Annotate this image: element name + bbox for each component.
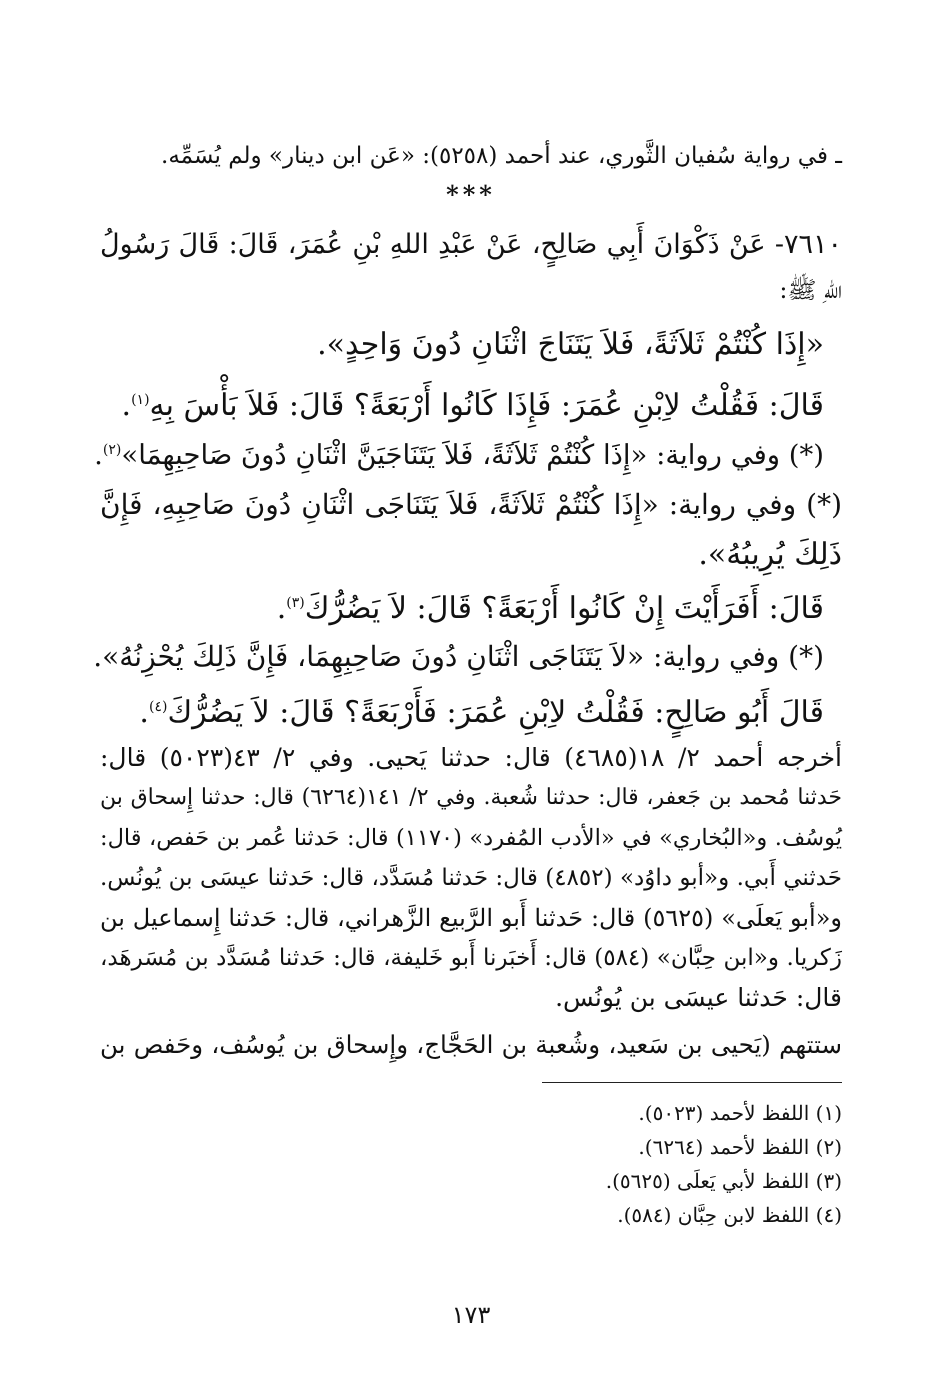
takhrij-line-3: يُوسُف. و«البُخاري» في «الأدب المُفرد» (١١٧٠) قال: حَدثنا عُمر بن حَفص، قال: [100, 825, 842, 851]
takhrij-line-8: ستتهم (يَحيى بن سَعيد، وشُعبة بن الحَجَّاج، وإِسحاق بن يُوسُف، وحَفص بن [100, 1030, 842, 1059]
hadith-line-5-text: (*) وفي رواية: «إِذَا كُنْتُمْ ثَلاَثَةً، فَلاَ يَتَنَاجَيَنَّ اثْنَانِ دُونَ صَاحِبِهِمَا» [121, 439, 824, 472]
page-number: ١٧٣ [451, 1301, 491, 1329]
footnote-divider [542, 1082, 842, 1083]
footnote-1: (١) اللفظ لأحمد (٥٠٢٣). [638, 1101, 842, 1125]
hadith-line-2: اللهِ ﷺ: [779, 276, 842, 304]
footnote-mark-3: (٣) [286, 595, 305, 611]
hadith-line-10-text: قَالَ أَبُو صَالِحٍ: فَقُلْتُ لاِبْنِ عُمَرَ: فَأَرْبَعَةً؟ قَالَ: لاَ يَضُرُّكَ [167, 695, 824, 730]
footnote-2: (٢) اللفظ لأحمد (٦٢٦٤). [638, 1135, 842, 1159]
hadith-line-4: قَالَ: فَقُلْتُ لاِبْنِ عُمَرَ: فَإِذَا كَانُوا أَرْبَعَةً؟ قَالَ: فَلاَ بَأْسَ بِهِ$^{(١)}$. [121, 388, 824, 423]
intro-note: ـ في رواية سُفيان الثَّوري، عند أحمد (٥٢٥٨): «عَن ابن دينار» ولم يُسَمِّه. [161, 143, 842, 169]
hadith-line-5: (*) وفي رواية: «إِذَا كُنْتُمْ ثَلاَثَةً، فَلاَ يَتَنَاجَيَنَّ اثْنَانِ دُونَ صَاحِبِهِمَا»$^{(٢)}$. [94, 439, 824, 472]
hadith-line-6: (*) وفي رواية: «إِذَا كُنْتُمْ ثَلاَثَةً، فَلاَ يَتَنَاجَى اثْنَانِ دُونَ صَاحِبِهِ، فَإِنَّ [100, 488, 842, 521]
takhrij-line-4: حَدثني أَبي. و«أبو داوُد» (٤٨٥٢) قال: حَدثنا مُسَدَّد، قال: حَدثنا عيسَى بن يُونُس. [100, 865, 843, 891]
footnote-mark-2: (٢) [102, 442, 122, 458]
footnote-4: (٤) اللفظ لابن حِبَّان (٥٨٤). [617, 1203, 842, 1227]
hadith-line-8: قَالَ: أَفَرَأَيْتَ إِنْ كَانُوا أَرْبَعَةً؟ قَالَ: لاَ يَضُرُّكَ$^{(٣)}$. [276, 591, 824, 626]
hadith-line-7: ذَلِكَ يُرِيبُهُ». [698, 537, 842, 572]
footnote-mark-4: (٤) [148, 699, 168, 715]
hadith-line-3: «إِذَا كُنْتُمْ ثَلاَثَةً، فَلاَ يَتَنَاجَ اثْنَانِ دُونَ وَاحِدٍ». [317, 327, 824, 362]
takhrij-line-6: زَكريا. و«ابن حِبَّان» (٥٨٤) قال: أَخبَرنا أَبو خَليفة، قال: حَدثنا مُسَدَّد بن مُسَرهَد، [100, 945, 842, 971]
hadith-line-1: ٧٦١٠- عَنْ ذَكْوَانَ أَبِي صَالِحٍ، عَنْ عَبْدِ اللهِ بْنِ عُمَرَ، قَالَ: قَالَ رَسُولُ [100, 229, 842, 260]
takhrij-line-2: حَدثنا مُحمد بن جَعفر، قال: حدثنا شُعبة. وفي ٢/ ١٤١(٦٢٦٤) قال: حدثنا إِسحاق بن [100, 785, 842, 810]
takhrij-line-5: و«أبو يَعلَى» (٥٦٢٥) قال: حَدثنا أَبو الرَّبيع الزَّهراني، قال: حَدثنا إِسماعيل بن [100, 904, 842, 932]
takhrij-line-7: قال: حَدثنا عيسَى بن يُونُس. [555, 983, 842, 1012]
hadith-line-8-text: قَالَ: أَفَرَأَيْتَ إِنْ كَانُوا أَرْبَعَةً؟ قَالَ: لاَ يَضُرُّكَ [304, 591, 824, 626]
hadith-line-10: قَالَ أَبُو صَالِحٍ: فَقُلْتُ لاِبْنِ عُمَرَ: فَأَرْبَعَةً؟ قَالَ: لاَ يَضُرُّكَ$^{(٤)}$. [139, 695, 824, 730]
footnote-mark-1: (١) [131, 392, 150, 408]
footnote-3: (٣) اللفظ لأبي يَعلَى (٥٦٢٥). [605, 1169, 842, 1193]
hadith-line-9: (*) وفي رواية: «لاَ يَتَنَاجَى اثْنَانِ دُونَ صَاحِبِهِمَا، فَإِنَّ ذَلِكَ يُحْزِنُهُ». [93, 640, 824, 673]
section-separator: *** [446, 180, 496, 209]
hadith-line-4-text: قَالَ: فَقُلْتُ لاِبْنِ عُمَرَ: فَإِذَا كَانُوا أَرْبَعَةً؟ قَالَ: فَلاَ بَأْسَ بِهِ [149, 388, 824, 423]
takhrij-line-1: أخرجه أحمد ٢/ ١٨(٤٦٨٥) قال: حدثنا يَحيى. وفي ٢/ ٤٣(٥٠٢٣) قال: [100, 743, 842, 772]
